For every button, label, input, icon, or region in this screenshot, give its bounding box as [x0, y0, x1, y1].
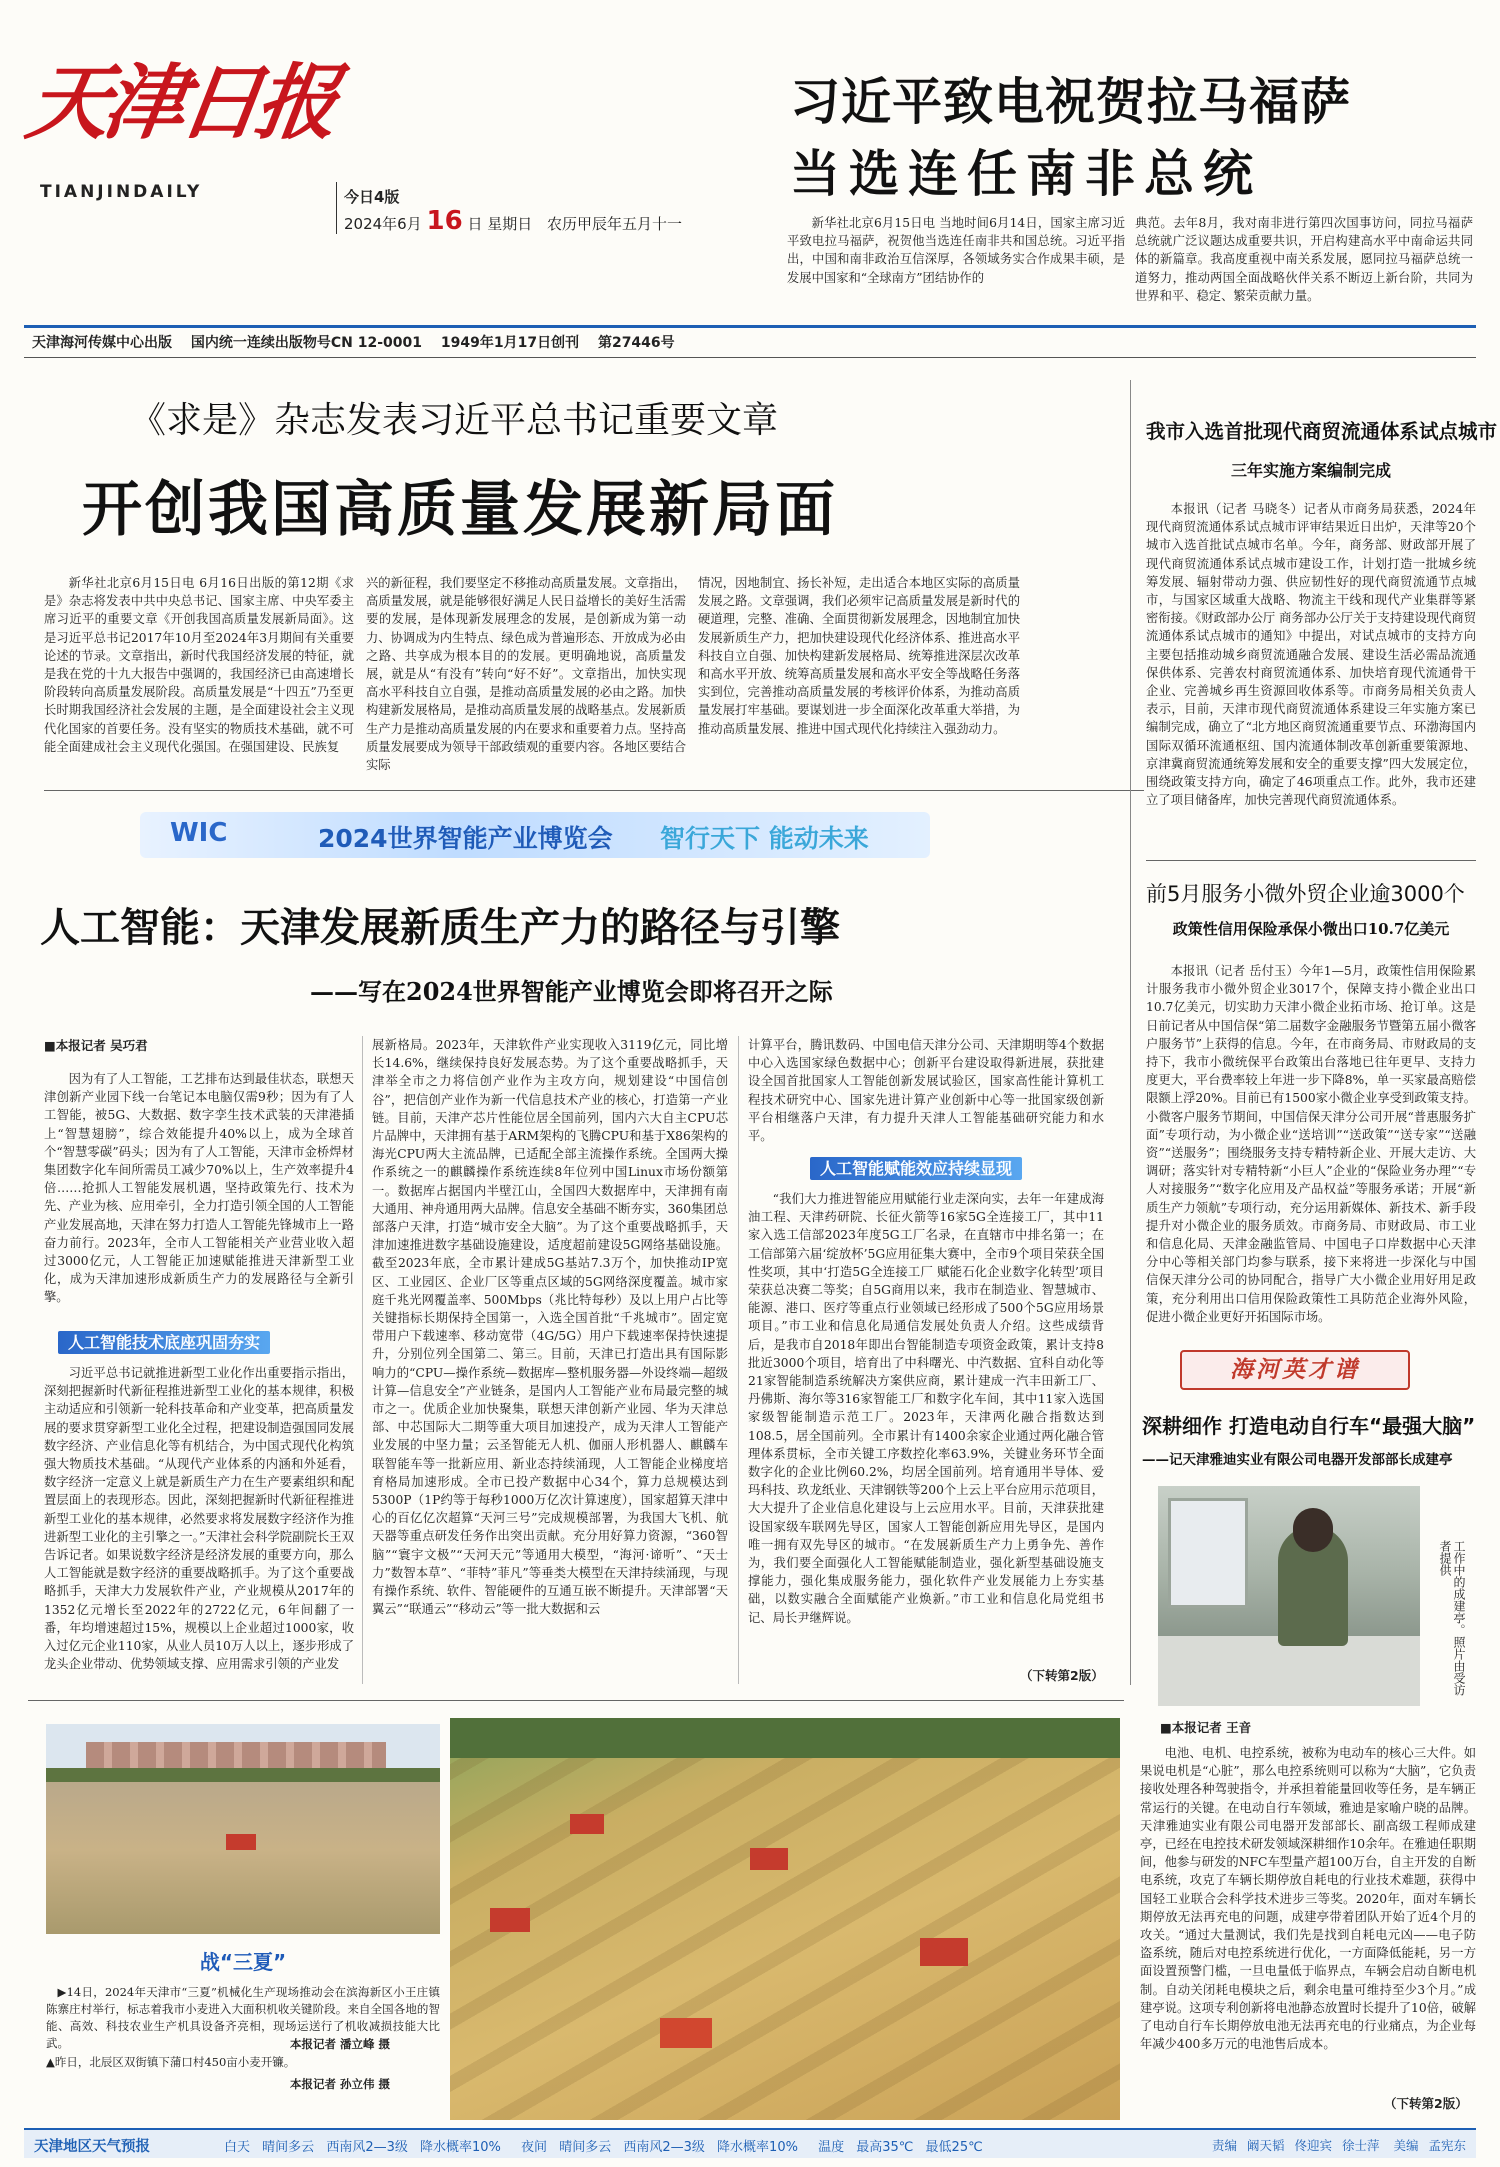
- weather-day: 白天: [224, 2140, 251, 2155]
- sidebar1-subhead: 三年实施方案编制完成: [1230, 461, 1391, 480]
- photo-harvester-2: [750, 1848, 788, 1870]
- editor-2: 佟迎宾: [1294, 2138, 1332, 2153]
- date-day: 16: [426, 206, 463, 236]
- photo-worker-head: [1293, 1508, 1333, 1552]
- talent-body: 电池、电机、电控系统，被称为电动车的核心三大件。如果说电机是“心脏”，那么电控系统则可以称为“大脑”，它负责接收处理各种驾驶指令，并承担着能量回收等任务，是车辆正常运行的关键。在电动自行车领域，雅迪是家喻户晓的品牌。天津雅迪实业有限公司电器开发部部长、副高级工程师成建亭，已经在电控技术研发领域深耕细作10余年。在雅迪任职期间，他参与研发的NFC车型量产超100万台，自主开发的自断电系统，攻克了车辆长期停放自耗电的行业技术难题，获得中国轻工业联合会科学技术进步三等奖。2020年，面对车辆长期停放无法再充电的问题，成建亭带着团队开始了近4个月的攻关。“通过大量测试，我们先是找到自耗电元凶——电子防盗系统，随后对电控系统进行优化，一方面降低能耗，另一方面设置预警门槛，一旦电量低于临界点，车辆会启动自断电机制。自动关闭耗电模块之后，剩余电量可维持至少3个月。”成建亭说。这项专利创新将电池静态放置时长提升了10倍，破解了电动自行车长期停放电池无法再充电的行业痛点，为企业每年减少400多万元的电池售后成本。: [1140, 1746, 1476, 2052]
- editor-label: 责编: [1211, 2138, 1237, 2153]
- harvest-photo-small: [46, 1724, 440, 1934]
- sidebar-divider: [1130, 380, 1131, 1685]
- logo-chars: 天津日报: [21, 55, 339, 151]
- harvest-photo-large: [450, 1718, 1120, 2120]
- masthead-logo: [21, 28, 339, 204]
- photo-treeline: [46, 1768, 440, 1782]
- talent-photo-caption: 工作中的成建亭。照片由受访者提供: [1438, 1540, 1466, 1696]
- weather-day-sky: 晴间多云: [262, 2140, 315, 2155]
- masthead-divider: [336, 182, 337, 234]
- wic-slogan: 智行天下 能动未来: [660, 824, 869, 853]
- ai-subhead: ——写在2024世界智能产业博览会即将召开之际: [310, 977, 833, 1006]
- ai-continued: （下转第2版）: [1020, 1668, 1104, 1683]
- weather-high: 最高35℃: [856, 2140, 914, 2155]
- weather-items: [224, 2136, 983, 2155]
- ai-col2: 展新格局。2023年，天津软件产业实现收入3119亿元，同比增长14.6%，继续保持良好发展态势。为了这个重要战略抓手，天津举全市之力将信创产业作为主攻方向，规划建设“中国信创谷”，把信创产业作为新一代信息技术产业的核心，打造第一产业链。目前，天津产芯片性能位居全国前列，国内六大自主CPU芯片品牌中，天津拥有基于ARM架构的飞腾CPU和基于X86架构的海光CPU两大主流品牌，已适配全部主流操作系统。全国两大操作系统之一的麒麟操作系统连续8年位列中国Linux市场份额第一。数据库占据国内半壁江山，全国四大数据库中，天津拥有南大通用、神舟通用两大品牌。信息安全基础不断夯实，360集团总部落户天津，打造“城市安全大脑”。为了这个重要战略抓手，天津加速推进数字基础设施建设，适度超前建设5G网络基础设施。截至2023年底，全市累计建成5G基站7.3万个，加快推动IP宽区、工业园区、企业厂区等重点区域的5G网络深度覆盖。城市家庭千兆光网覆盖率、500Mbps（兆比特每秒）及以上用户占比等关键指标长期保持全国第一，入选全国首批“千兆城市”。固定宽带用户下载速率、移动宽带（4G/5G）用户下载速率保持快速提升，分别位列全国第二、第三。目前，天津已打造出具有国际影响力的“CPU—操作系统—数据库—整机服务器—外设终端—超级计算—信息安全”产业链条，是国内人工智能产业布局最完整的城市之一。优质企业加快聚集，联想天津创新产业园、华为天津总部、中芯国际大二期等重大项目加速投产，成为天津人工智能产业发展的中坚力量；云圣智能无人机、伽丽人形机器人、麒麟车联智能车等一批新应用、新业态持续涌现，人工智能企业梯度培育格局加速形成。全市已投产数据中心34个，算力总规模达到5300P（1P约等于每秒1000万亿次计算速度），国家超算天津中心的百亿亿次超算“天河三号”完成规模部署，为我国大飞机、航天器等重点研发任务作出突出贡献。充分用好算力资源，“360智脑”“寰宇文极”“天河天元”等通用大模型，“海河·谛听”、“天士力”数智本草”、“菲特”菲凡”等垂类大模型在天津持续涌现，与现有操作系统、软件、智能硬件的互通互嵌不断提升。天津部署“天翼云”“联通云”“移动云”等一批大数据和云: [372, 1038, 728, 1617]
- photo-caption-sub: ▲昨日，北辰区双街镇下蒲口村450亩小麦开镰。: [46, 2055, 296, 2069]
- ai-col-divider-1: [362, 1036, 363, 1684]
- imprint-bottom-rule: [24, 357, 1476, 358]
- wic-banner: [140, 812, 930, 858]
- editor-3: 徐士萍: [1341, 2138, 1380, 2153]
- lead-col3: 情况，因地制宜、扬长补短，走出适合本地区实际的高质量发展之路。文章强调，我们必须牢记高质量发展是新时代的硬道理，完整、准确、全面贯彻新发展理念，因地制宜加快发展新质生产力，把加快建设现代化经济体系、推进高水平科技自立自强、加快构建新发展格局、统筹推进深层次改革和高水平开放、统筹高质量发展和高水平安全等战略任务落实到位，完善推动高质量发展的考核评价体系，为推动高质量发展打牢基础。要谋划进一步全面深化改革重大举措，为推动高质量发展、推进中国式现代化持续注入强劲动力。: [698, 576, 1020, 736]
- sidebar1-body: 本报讯（记者 马晓冬）记者从市商务局获悉，2024年现代商贸流通体系试点城市评审结果近日出炉，天津等20个城市入选首批试点城市名单。今年，商务部、财政部开展了现代商贸流通体系试点城市建设工作，计划打造一批城乡统筹发展、辐射带动力强、供应韧性好的现代商贸流通节点城市，与国家区域重大战略、物流主干线和现代产业集群等紧密衔接。《财政部办公厅 商务部办公厅关于支持建设现代商贸流通体系试点城市的通知》中提出，对试点城市的支持方向主要包括推动城乡商贸流通融合发展、建设生活必需品流通保供体系、完善农村商贸流通体系、加快培育现代流通骨干企业、完善城乡再生资源回收体系等。市商务局相关负责人表示，目前，天津市现代商贸流通体系建设三年实施方案已编制完成，确立了“北方地区商贸流通重要节点、环渤海国内国际双循环流通枢纽、国内流通体制改革创新重要策源地、京津冀商贸流通统筹发展和安全的重要支撑”四大发展定位，围绕政策支持方向，确定了46项重点工作。此外，我市还建立了项目储备库，加快完善现代商贸流通体系。: [1146, 502, 1476, 808]
- founded: 1949年1月17日创刊: [440, 335, 580, 351]
- pages-label: 今日4版: [344, 188, 400, 206]
- weather-temp: 温度: [818, 2140, 845, 2155]
- ai-subhead-2: [810, 1156, 1022, 1179]
- weather-day-wind: 西南风2—3级: [326, 2140, 408, 2155]
- top-story-headline-2: 当选连任南非总统: [790, 145, 1262, 203]
- talent-photo: [1158, 1486, 1420, 1706]
- designer-1: 孟宪东: [1428, 2138, 1466, 2153]
- sidebar1-headline: 我市入选首批现代商贸流通体系试点城市: [1146, 420, 1498, 443]
- ai-subhead-1: [58, 1330, 270, 1353]
- lead-bottom-rule: [44, 790, 1144, 791]
- photo-workbench: [1158, 1636, 1420, 1706]
- photo-credit-2: 本报记者 孙立伟 摄: [290, 2077, 391, 2091]
- sidebar1-rule: [1146, 860, 1476, 861]
- cn-number: 国内统一连续出版物号CN 12-0001: [190, 335, 422, 351]
- photo-caption-title: 战“三夏”: [199, 1950, 287, 1974]
- wic-logo: WIC: [170, 818, 228, 848]
- weather-low: 最低25℃: [925, 2140, 983, 2155]
- weather-label: 天津地区天气预报: [34, 2139, 150, 2155]
- ai-col-divider-2: [738, 1036, 739, 1684]
- top-story-headline-1: 习近平致电祝贺拉马福萨: [790, 73, 1351, 131]
- imprint-top-rule: [24, 325, 1476, 328]
- photo-caption-body: ▶14日，2024年天津市“三夏”机械化生产现场推动会在滨海新区小王庄镇陈寨庄村举行，标志着我市小麦进入大面积机收关键阶段。来自全国各地的智能、高效、科技农业生产机具设备齐亮相，现场运送行了机收减损技能大比武。: [46, 1985, 440, 2050]
- lead-kicker: 《求是》杂志发表习近平总书记重要文章: [130, 400, 779, 441]
- ai-headline: 人工智能：天津发展新质生产力的路径与引擎: [40, 905, 840, 951]
- photo-credit-1: 本报记者 潘立峰 摄: [290, 2037, 391, 2051]
- photo-harvester-5: [490, 1908, 530, 1932]
- weather-night: 夜间: [521, 2140, 548, 2155]
- talent-byline: ■本报记者 王音: [1160, 1720, 1252, 1735]
- top-story-col1: 新华社北京6月15日电 当地时间6月14日，国家主席习近平致电拉马福萨，祝贺他当选连任南非共和国总统。习近平指出，中国和南非政治互信深厚，各领域务实合作成果丰硕，是发展中国家和“全球南方”团结协作的: [787, 216, 1125, 285]
- weather-bar: [24, 2128, 1476, 2158]
- ai-col1b: 习近平总书记就推进新型工业化作出重要指示指出，深刻把握新时代新征程推进新型工业化的基本规律，积极主动适应和引领新一轮科技革命和产业变革，把高质量发展的要求贯穿新型工业化全过程，把建设制造强国同发展数字经济、产业信息化等有机结合，为中国式现代化构筑强大物质技术基础。“从现代产业体系的内涵和外延看，数字经济一定意义上就是新质生产力在生产要素组织和配置层面上的表现形态。因此，深刻把握新时代新征程推进新型工业化的基本规律，必然要求将发展数字经济作为推进新型工业化的主引擎之一。”天津社会科学院副院长王双告诉记者。如果说数字经济是经济发展的重要方向，那么人工智能就是数字经济的重要战略抓手。为了这个重要战略抓手，天津大力发展软件产业，产业规模从2017年的1352亿元增长至2022年的2722亿元，6年间翻了一番，年均增速超过15%，规模以上企业超过1000家，收入过亿元企业110家，从业人员10万人以上，逐步形成了龙头企业带动、优势领域支撑、应用需求引领的产业发: [44, 1366, 354, 1672]
- designer-label: 美编: [1393, 2138, 1419, 2153]
- ai-sub2-label: 人工智能赋能效应持续显现: [810, 1157, 1022, 1180]
- lead-headline: 开创我国高质量发展新局面: [82, 475, 838, 545]
- imprint-line: [32, 332, 675, 352]
- ai-col3b: “我们大力推进智能应用赋能行业走深向实，去年一年建成海油工程、天津药研院、长征火箭等16家5G全连接工厂，其中11家入选工信部2023年度5G工厂名录，在直辖市中排名第一；在工信部第六届‘绽放杯’5G应用征集大赛中，全市9个项目荣获全国性奖项，其中‘打造5G全连接工厂 赋能石化企业数字化转型’项目荣获总决赛二等奖；自5G商用以来，我市在制造业、智慧城市、能源、港口、医疗等重点行业领域已经形成了500个5G应用场景项目。”市工业和信息化局通信发展处负责人介绍。这些成绩背后，是我市自2018年即出台智能制造专项资金政策，累计支持8批近3000个项目，培育出了中科曙光、中汽数据、宜科自动化等21家智能制造系统解决方案供应商，累计建成一汽丰田新工厂、丹佛斯、海尔等316家智能工厂和数字化车间，其中11家入选国家级智能制造示范工厂。2023年，天津两化融合指数达到108.5，居全国前列。全市累计有1400余家企业通过两化融合管理体系贯标，全市关键工序数控化率63.9%，关键业务环节全面数字化的企业比例60.2%，均居全国前列。培育通用半导体、爱玛科技、玖龙纸业、天津钢铁等200个上云上平台应用示范项目，大大提升了企业信息化建设与上云应用水平。目前，天津获批建设国家级车联网先导区，国家人工智能创新应用先导区，是国内唯一拥有双先导区的城市。“在发展新质生产力上勇争先、善作为，我们要全面强化人工智能赋能制造业，强化新型基础设施支撑能力，强化集成服务能力，强化软件产业发展能力上夯实基础，以数实融合全面赋能产业焕新。”市工业和信息化局党组书记、局长尹继辉说。: [748, 1192, 1104, 1625]
- talent-subhead: ——记天津雅迪实业有限公司电器开发部部长成建亭: [1142, 1452, 1453, 1468]
- talent-continued: （下转第2版）: [1380, 2094, 1468, 2112]
- photo-harvester-4: [660, 2018, 712, 2048]
- talent-column-badge: [1180, 1350, 1410, 1390]
- editor-credits: [1212, 2136, 1466, 2154]
- editor-1: 阚天韬: [1246, 2138, 1285, 2153]
- issue-date: [344, 206, 682, 236]
- ai-col1a: 因为有了人工智能，工艺排布达到最佳状态，联想天津创新产业园下线一台笔记本电脑仅需9秒；因为有了人工智能，被5G、大数据、数字孪生技术武装的天津港插上“智慧翅膀”，综合效能提升40%以上，成为全球首个“智慧零碳”码头；因为有了人工智能，天津市金桥焊材集团数字化车间所需员工减少70%以上，生产效率提升4倍……抢抓人工智能发展机遇，坚持政策先行、技术为先、产业为核、应用牵引，全力打造引领全国的人工智能产业发展高地，天津在努力打造人工智能先锋城市上一路奋力前行。2023年，全市人工智能相关产业营业收入超过3000亿元，人工智能正加速赋能推进天津新型工业化，成为天津加速形成新质生产力的发展路径与全新引擎。: [44, 1072, 354, 1305]
- date-suffix: 日 星期日: [467, 215, 533, 233]
- weather-night-wind: 西南风2—3级: [623, 2140, 705, 2155]
- weather-night-rain: 降水概率10%: [717, 2140, 798, 2155]
- publisher: 天津海河传媒中心出版: [32, 335, 172, 351]
- ai-byline: ■本报记者 吴巧君: [44, 1038, 148, 1053]
- logo-english: TIANJINDAILY: [40, 182, 203, 202]
- wic-title: 2024世界智能产业博览会: [318, 824, 613, 853]
- photo-harvester-3: [920, 1938, 968, 1966]
- weather-night-sky: 晴间多云: [559, 2140, 612, 2155]
- photo-harvester-1: [570, 1814, 604, 1834]
- lunar-date: 农历甲辰年五月十一: [547, 215, 683, 233]
- issue-number: 第27446号: [597, 335, 675, 351]
- top-story-col2: 典范。去年8月，我对南非进行第四次国事访问，同拉马福萨总统就广泛议题达成重要共识，开启构建高水平中南命运共同体的新篇章。我高度重视中南关系发展，愿同拉马福萨总统一道努力，推动两国全面战略伙伴关系不断迈上新台阶，共同为世界和平、稳定、繁荣贡献力量。: [1135, 216, 1473, 303]
- sidebar2-headline: 前5月服务小微外贸企业逾3000个: [1146, 882, 1465, 906]
- weather-day-rain: 降水概率10%: [420, 2140, 501, 2155]
- ai-col3a: 计算平台，腾讯数码、中国电信天津分公司、天津期明等4个数据中心入选国家绿色数据中心；创新平台建设取得新进展，获批建设全国首批国家人工智能创新发展试验区，国家高性能计算机工程技术研究中心、国家先进计算产业创新中心等一批国家级创新平台相继落户天津，有力提升天津人工智能基础研究能力和水平。: [748, 1038, 1104, 1144]
- photo-field-stripes: [450, 1718, 1120, 2120]
- ai-sub1-label: 人工智能技术底座巩固夯实: [58, 1331, 270, 1354]
- sidebar2-body: 本报讯（记者 岳付玉）今年1—5月，政策性信用保险累计服务我市小微外贸企业3017个，保障支持小微企业出口10.7亿美元，切实助力天津小微企业拓市场、抢订单。这是日前记者从中国信保“第二届数字金融服务节暨第五届小微客户服务节”上获得的信息。今年，在市商务局、市财政局的支持下，我市小微统保平台政策出台落地已往年更早、支持力度更大，平台费率较上年进一步下降8%，单一买家最高赔偿限额上浮20%。目前已有1500家小微企业享受到政策支持。小微客户服务节期间，中国信保天津分公司开展“普惠服务扩面”专项行动，为小微企业“送培训”“送政策”“送专家”“送融资”“送服务”；围绕服务支持专精特新企业、开展大走访、大调研；落实针对专精特新“小巨人”企业的“保险业务办理”“专人对接服务”“数字化应用及产品权益”等服务承诺；开展“新质生产力领航”专项行动，充分运用新媒体、新技术、新手段提升对小微企业的服务质效。市商务局、市财政局、市工业和信息化局、天津金融监管局、中国电子口岸数据中心天津分中心等相关部门均参与联系，接下来将进一步深化与中国信保天津分公司的协同配合，指导广大小微企业用好用足政策，充分利用出口信用保险政策性工具防范企业海外风险，促进小微企业更好开拓国际市场。: [1146, 964, 1476, 1324]
- lead-col2: 兴的新征程，我们要坚定不移推动高质量发展。文章指出，高质量发展，就是能够很好满足人民日益增长的美好生活需要的发展，是体现新发展理念的发展，是创新成为第一动力、协调成为内生特点、绿色成为普遍形态、开放成为必由之路、共享成为根本目的的发展。更明确地说，高质量发展，就是从“有没有”转向“好不好”。文章指出，加快实现高水平科技自立自强，是推动高质量发展的必由之路。加快构建新发展格局，是推动高质量发展的战略基点。发展新质生产力是推动高质量发展的内在要求和重要着力点。坚持高质量发展要成为领导干部政绩观的重要内容。各地区要结合实际: [366, 576, 686, 773]
- photo-block-rule: [28, 1700, 1124, 1701]
- photo-tree-row: [450, 1718, 1120, 1758]
- photo-harvester: [226, 1834, 256, 1850]
- lead-col1: 新华社北京6月15日电 6月16日出版的第12期《求是》杂志将发表中共中央总书记、国家主席、中央军委主席习近平的重要文章《开创我国高质量发展新局面》。这是习近平总书记2017年10月至2024年3月期间有关重要论述的节录。文章指出，新时代我国经济发展的特征，就是我在党的十九大报告中强调的，我国经济已由高速增长阶段转向高质量发展阶段。高质量发展是“十四五”乃至更长时期我国经济社会发展的主题，是全面建设社会主义现代化国家的首要任务。没有坚实的物质技术基础，就不可能全面建成社会主义现代化强国。在强国建设、民族复: [44, 576, 354, 754]
- photo-window: [1168, 1498, 1248, 1608]
- talent-column-name: 海河英才谱: [1230, 1356, 1360, 1383]
- sidebar2-subhead: 政策性信用保险承保小微出口10.7亿美元: [1172, 920, 1450, 938]
- talent-headline: 深耕细作 打造电动自行车“最强大脑”: [1142, 1414, 1476, 1438]
- date-prefix: 2024年6月: [344, 215, 422, 233]
